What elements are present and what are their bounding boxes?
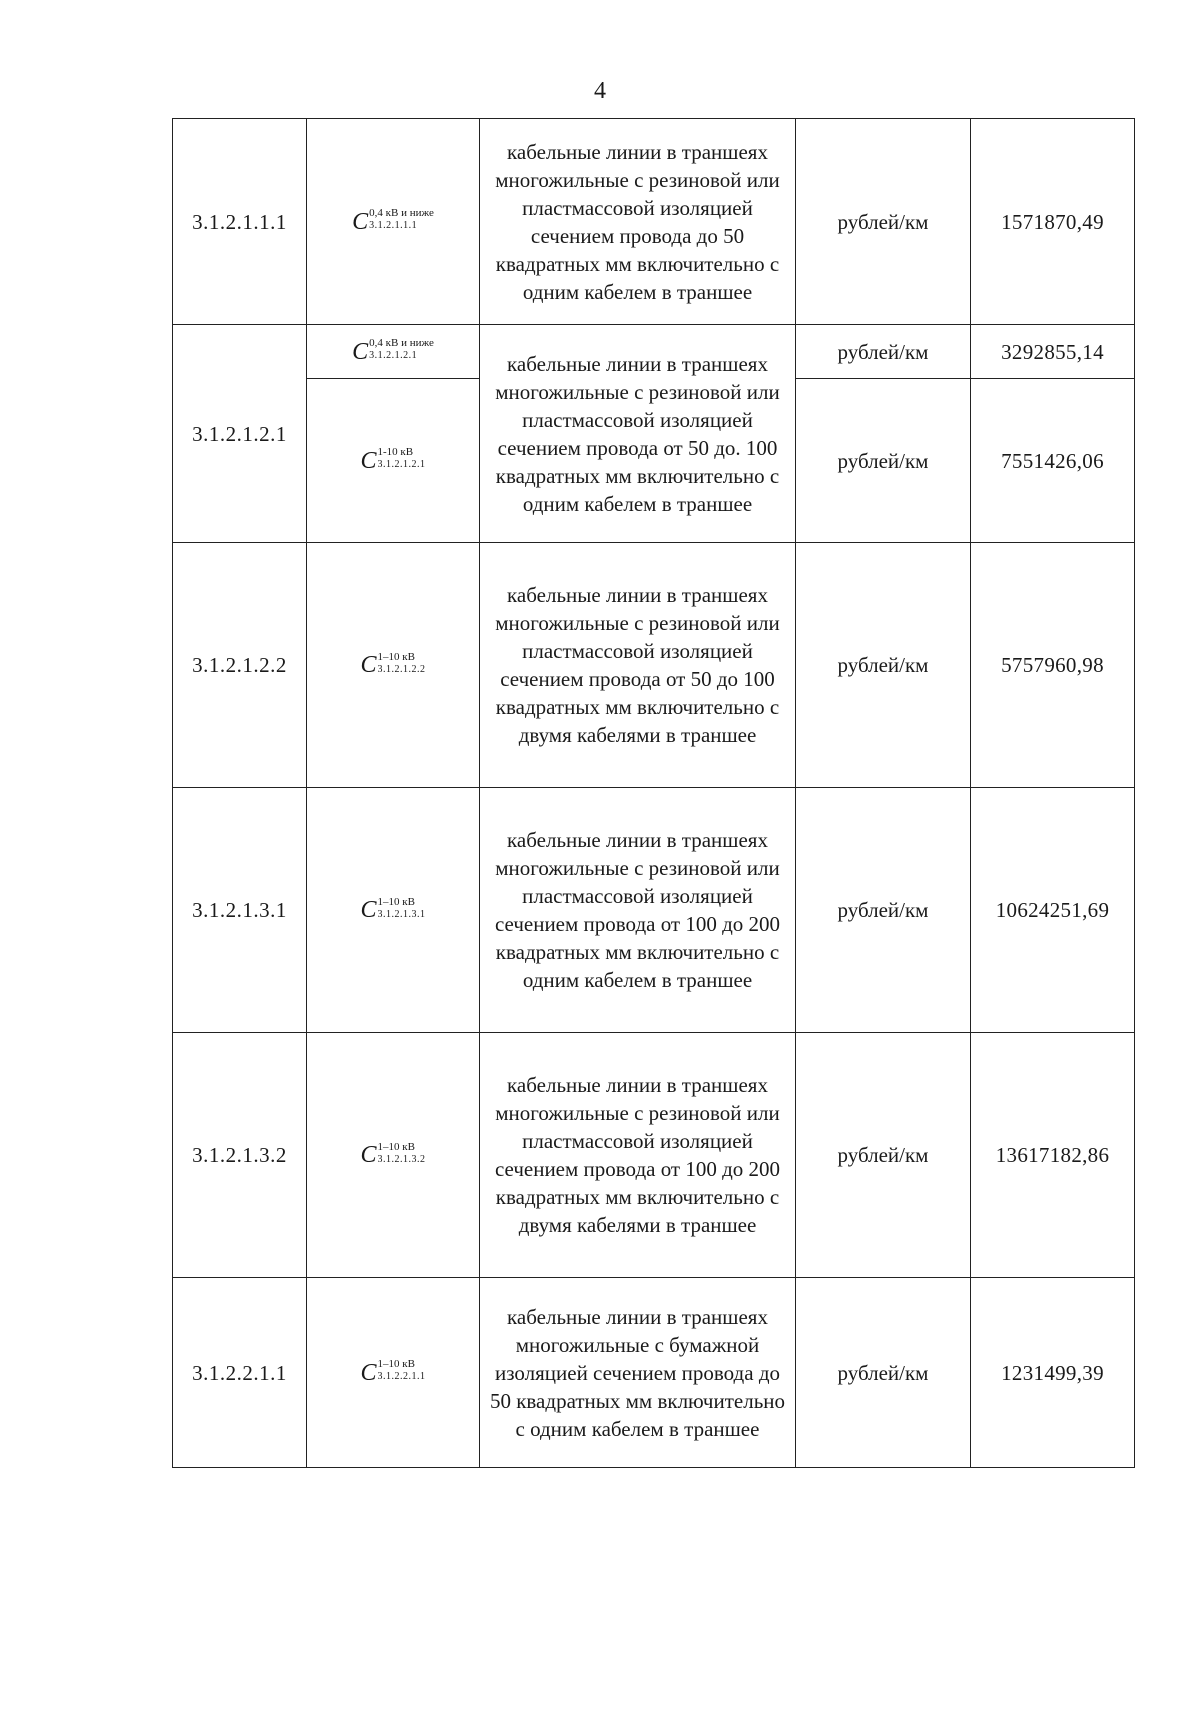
row-description: кабельные линии в траншеях многожильные с бумажной изоляцией сечением провода до 50 квадратных мм включительно с одним кабелем в траншее	[480, 1278, 796, 1468]
symbol-superscript: 0,4 кВ и ниже	[369, 337, 434, 349]
row-code: 3.1.2.1.2.2	[173, 543, 307, 788]
row-unit: рублей/км	[796, 543, 971, 788]
symbol-subscript: 3.1.2.1.1.1	[369, 220, 418, 231]
table-row	[173, 1278, 1135, 1468]
row-unit: рублей/км	[796, 788, 971, 1033]
row-unit: рублей/км	[796, 379, 971, 543]
row-unit: рублей/км	[796, 1278, 971, 1468]
row-code: 3.1.2.1.3.2	[173, 1033, 307, 1278]
table-row	[173, 119, 1135, 325]
row-description: кабельные линии в траншеях многожильные с резиновой или пластмассовой изоляцией сечением провода от 50 до. 100 квадратных мм включительно с одним кабелем в траншее	[480, 325, 796, 543]
row-value: 7551426,06	[971, 379, 1135, 543]
symbol-letter: C	[360, 1142, 377, 1168]
symbol-letter: C	[360, 897, 377, 923]
row-value: 1571870,49	[971, 119, 1135, 325]
symbol-letter: C	[360, 1359, 377, 1386]
rate-symbol	[307, 325, 480, 379]
symbol-letter: C	[352, 338, 369, 365]
symbol-superscript: 1–10 кВ	[377, 1358, 415, 1370]
symbol-subscript: 3.1.2.2.1.1	[377, 1371, 426, 1382]
row-code: 3.1.2.1.1.1	[173, 119, 307, 325]
rate-symbol	[307, 379, 480, 543]
row-description: кабельные линии в траншеях многожильные с резиновой или пластмассовой изоляцией сечением провода до 50 квадратных мм включительно с одним кабелем в траншее	[480, 119, 796, 325]
table-row	[173, 1033, 1135, 1278]
row-code: 3.1.2.2.1.1	[173, 1278, 307, 1468]
row-unit: рублей/км	[796, 325, 971, 379]
symbol-superscript: 1–10 кВ	[377, 895, 415, 908]
symbol-superscript: 1–10 кВ	[377, 650, 415, 663]
symbol-superscript: 1-10 кВ	[377, 446, 414, 458]
rate-symbol	[307, 1278, 480, 1468]
row-value: 5757960,98	[971, 543, 1135, 788]
table-row	[173, 788, 1135, 1033]
row-code: 3.1.2.1.3.1	[173, 788, 307, 1033]
row-value: 1231499,39	[971, 1278, 1135, 1468]
row-description: кабельные линии в траншеях многожильные с резиновой или пластмассовой изоляцией сечением провода от 50 до 100 квадратных мм включительно с двумя кабелями в траншее	[480, 543, 796, 788]
row-value: 13617182,86	[971, 1033, 1135, 1278]
table-row	[173, 325, 1135, 379]
symbol-subscript: 3.1.2.1.2.1	[377, 459, 426, 470]
rate-symbol	[307, 119, 480, 325]
row-value: 3292855,14	[971, 325, 1135, 379]
symbol-letter: C	[352, 208, 369, 235]
symbol-subscript: 3.1.2.1.3.1	[377, 908, 426, 920]
row-description: кабельные линии в траншеях многожильные с резиновой или пластмассовой изоляцией сечением провода от 100 до 200 квадратных мм включительно с двумя кабелями в траншее	[480, 1033, 796, 1278]
symbol-subscript: 3.1.2.1.3.2	[377, 1153, 426, 1165]
rate-symbol	[307, 1033, 480, 1278]
row-description: кабельные линии в траншеях многожильные с резиновой или пластмассовой изоляцией сечением провода от 100 до 200 квадратных мм включительно с одним кабелем в траншее	[480, 788, 796, 1033]
rate-symbol	[307, 788, 480, 1033]
rate-symbol	[307, 543, 480, 788]
symbol-subscript: 3.1.2.1.2.1	[369, 350, 418, 361]
symbol-superscript: 0,4 кВ и ниже	[369, 207, 434, 219]
symbol-superscript: 1–10 кВ	[377, 1140, 415, 1153]
table-row	[173, 543, 1135, 788]
row-unit: рублей/км	[796, 119, 971, 325]
row-code: 3.1.2.1.2.1	[173, 325, 307, 543]
symbol-subscript: 3.1.2.1.2.2	[377, 663, 426, 675]
page-number: 4	[594, 78, 606, 104]
symbol-letter: C	[360, 447, 377, 474]
row-unit: рублей/км	[796, 1033, 971, 1278]
tariff-table	[172, 118, 1135, 1468]
symbol-letter: C	[360, 652, 377, 678]
row-value: 10624251,69	[971, 788, 1135, 1033]
